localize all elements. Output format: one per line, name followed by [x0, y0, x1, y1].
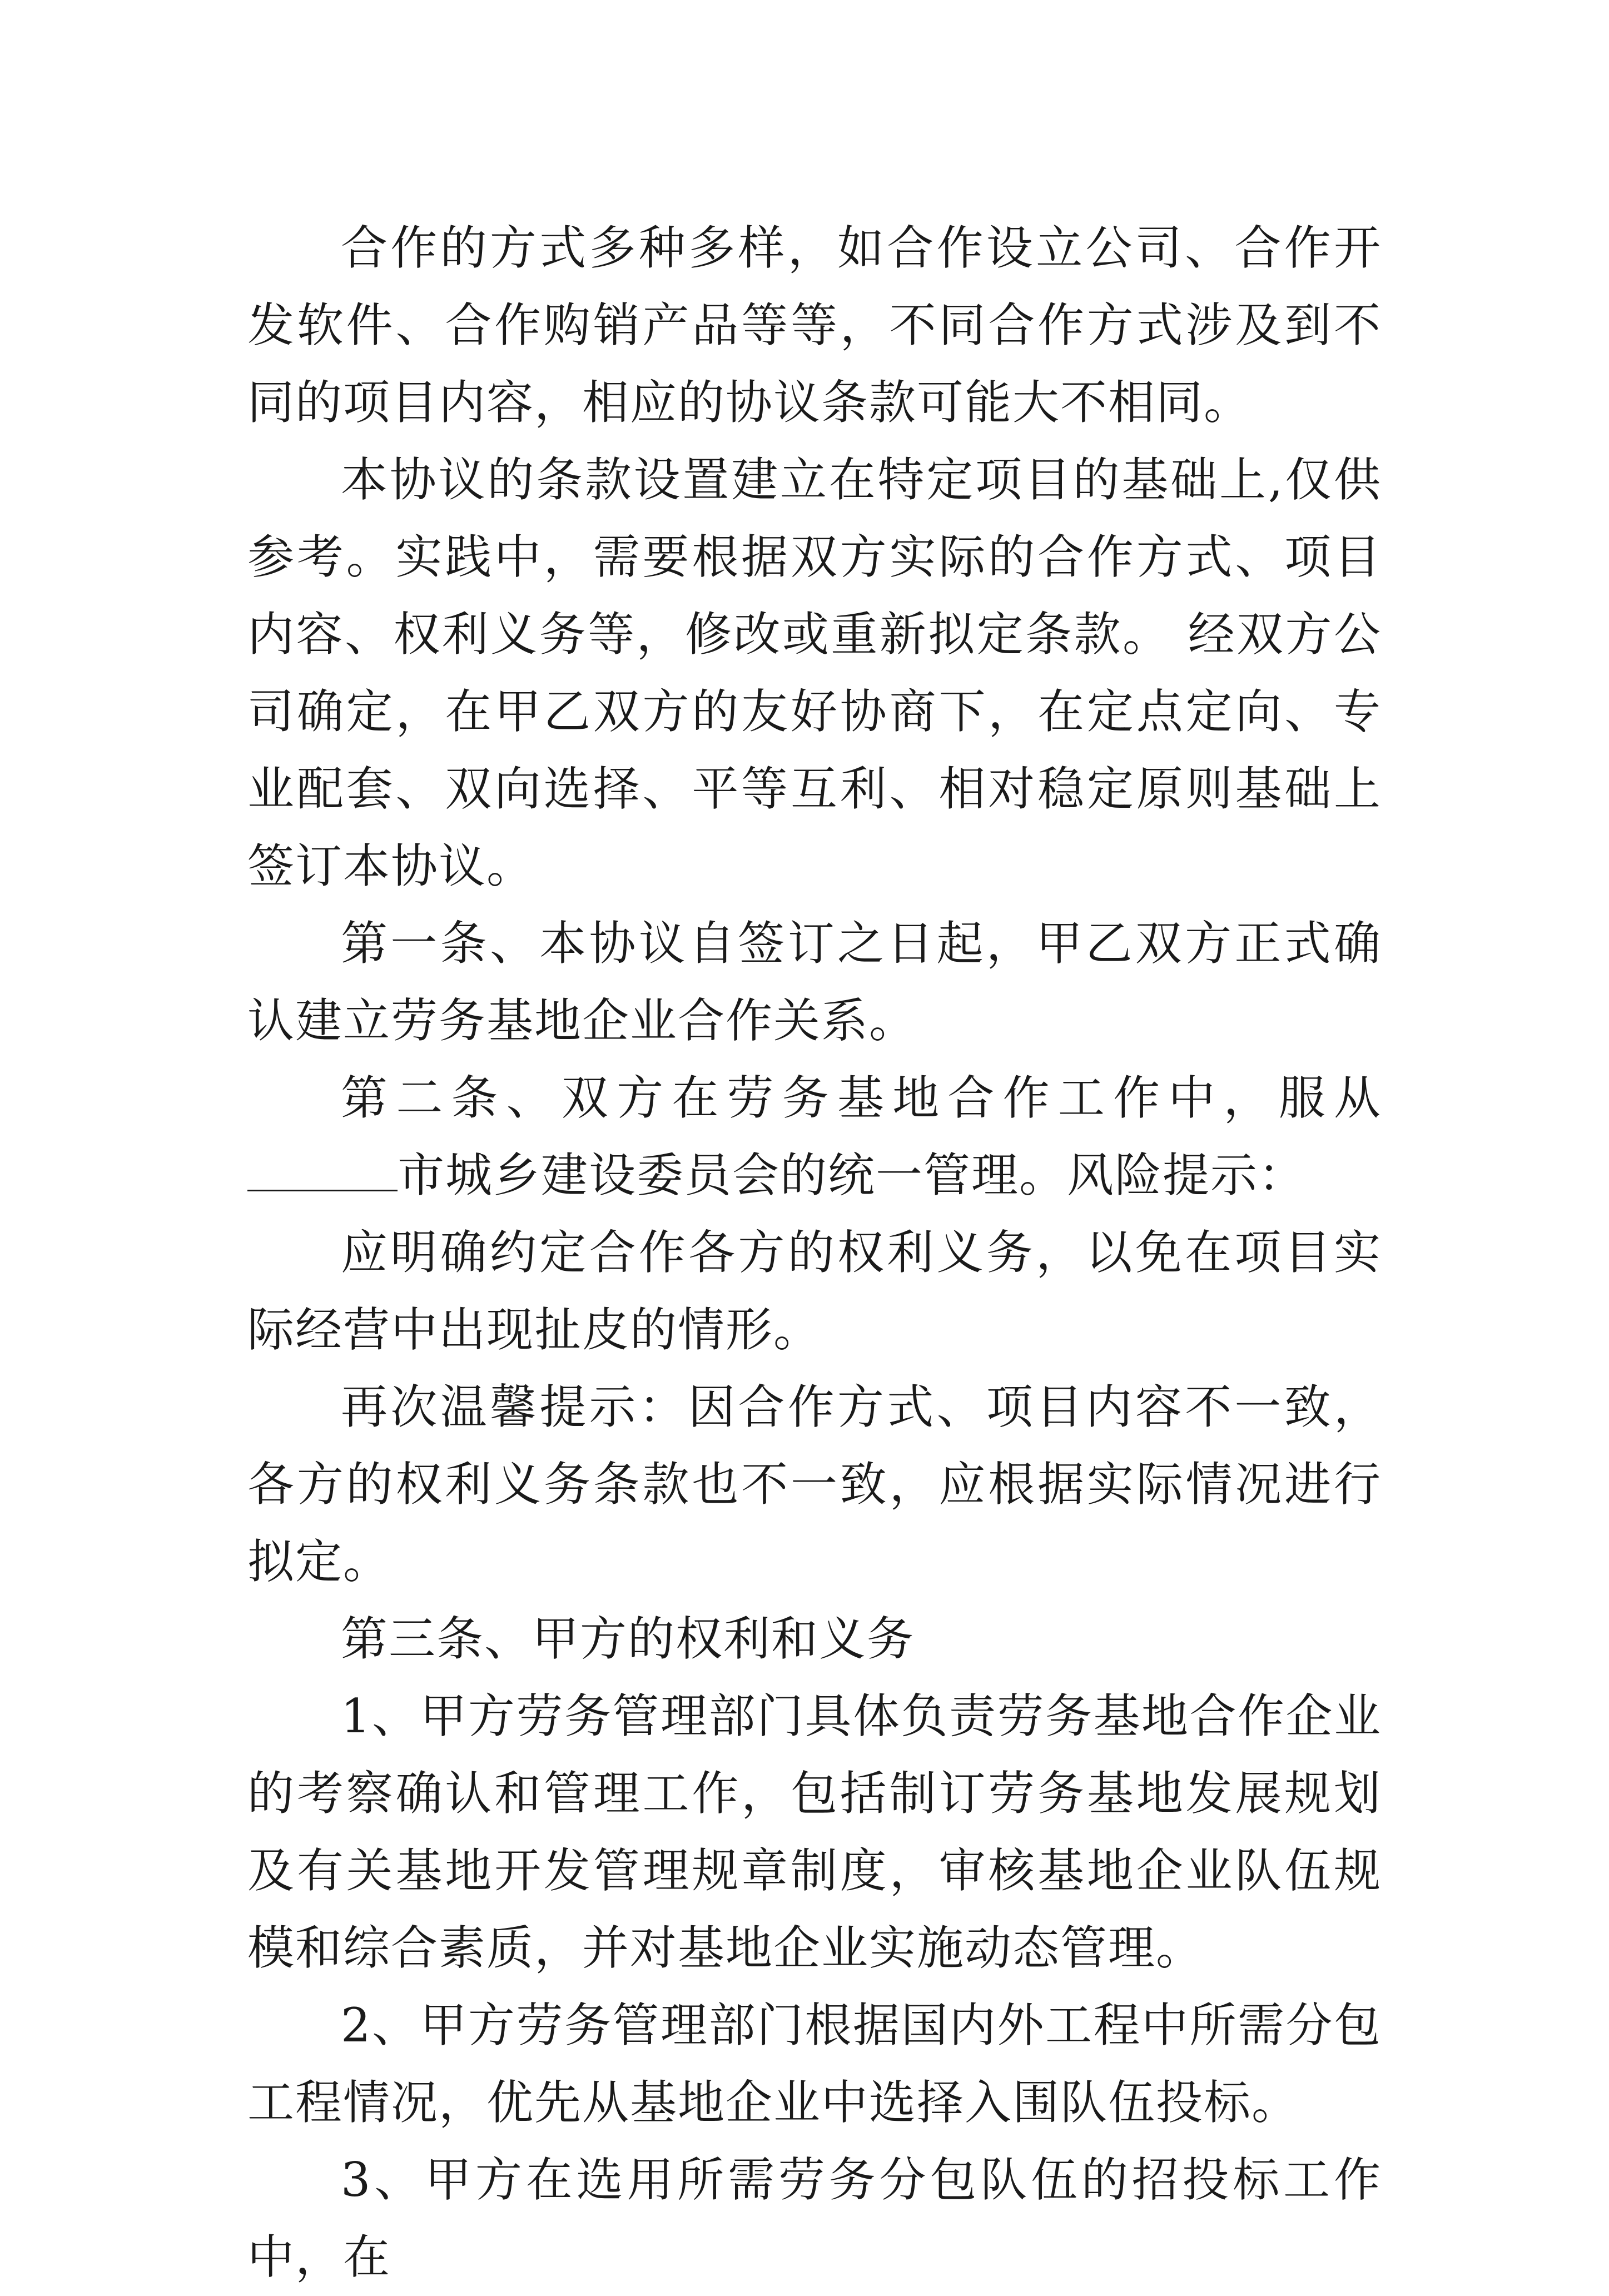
paragraph-article-3-item-1: 1、甲方劳务管理部门具体负责劳务基地合作企业的考察确认和管理工作，包括制订劳务基地发展规划及有关基地开发管理规章制度，审核基地企业队伍规模和综合素质，并对基地企业实施动态管理。 — [247, 1689, 1382, 1975]
city-name-blank — [247, 1151, 398, 1191]
paragraph-reminder: 再次温馨提示：因合作方式、项目内容不一致，各方的权利义务条款也不一致，应根据实际情况进行拟定。 — [247, 1380, 1382, 1589]
paragraph-cooperation-methods: 合作的方式多种多样，如合作设立公司、合作开发软件、合作购销产品等等，不同合作方式涉及到不同的项目内容，相应的协议条款可能大不相同。 — [247, 221, 1382, 430]
article-2-text-after: 市城乡建设委员会的统一管理。风险提示： — [398, 1148, 1307, 1202]
document-body — [247, 210, 1382, 2296]
paragraph-article-2 — [247, 1060, 1382, 1214]
article-2-text-before: 第二条、双方在劳务基地合作工作中，服从 — [341, 1071, 1382, 1125]
paragraph-article-3-heading: 第三条、甲方的权利和义务 — [341, 1612, 915, 1666]
paragraph-article-3-item-2: 2、甲方劳务管理部门根据国内外工程中所需分包工程情况，优先从基地企业中选择入围队伍投标。 — [247, 1998, 1382, 2130]
paragraph-agreement-basis: 本协议的条款设置建立在特定项目的基础上,仅供参考。实践中，需要根据双方实际的合作方式、项目内容、权利义务等，修改或重新拟定条款。 经双方公司确定，在甲乙双方的友好协商下，在定点定向、专业配套、双向选择、平等互利、相对稳定原则基础上签订本协议。 — [247, 453, 1382, 893]
paragraph-article-3-item-3: 3、甲方在选用所需劳务分包队伍的招投标工作中，在 — [247, 2153, 1382, 2284]
paragraph-risk-note: 应明确约定合作各方的权利义务，以免在项目实际经营中出现扯皮的情形。 — [247, 1225, 1382, 1357]
paragraph-article-1: 第一条、本协议自签订之日起，甲乙双方正式确认建立劳务基地企业合作关系。 — [247, 916, 1382, 1048]
